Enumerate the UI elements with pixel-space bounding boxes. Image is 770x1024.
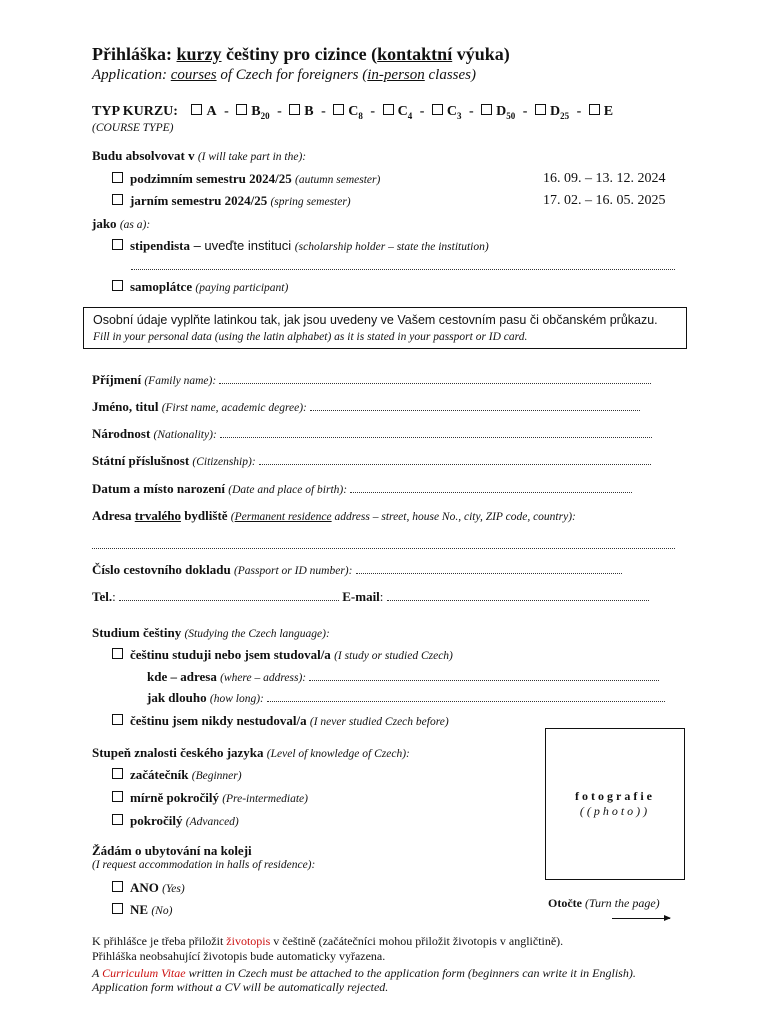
checkbox[interactable] [112, 881, 123, 892]
accommodation-no-option[interactable]: NE (No) [112, 902, 172, 918]
course-type-subscript: 50 [506, 110, 516, 121]
checkbox[interactable] [589, 104, 600, 115]
checkbox[interactable] [112, 814, 123, 825]
form-title: Přihláška: kurzy češtiny pro cizince (kontaktní výuka) [92, 44, 510, 64]
course-type-subscript: 4 [407, 110, 413, 121]
separator: - [220, 104, 233, 119]
institution-field[interactable] [131, 257, 675, 275]
surname-field[interactable]: Příjmení (Family name): [92, 372, 651, 388]
separator: - [317, 104, 330, 119]
attendance-heading: Budu absolvovat v (I will take part in the): [92, 148, 307, 163]
checkbox[interactable] [112, 172, 123, 183]
checkbox[interactable] [112, 239, 123, 250]
study-heading: Studium češtiny (Studying the Czech language): [92, 625, 330, 640]
email-field[interactable] [387, 590, 649, 601]
level-beginner-option[interactable]: začátečník (Beginner) [112, 767, 242, 783]
level-heading: Stupeň znalosti českého jazyka (Level of knowledge of Czech): [92, 745, 410, 760]
course-type-option[interactable] [289, 104, 313, 119]
checkbox[interactable] [112, 903, 123, 914]
first-name-field[interactable]: Jméno, titul (First name, academic degree): [92, 399, 640, 415]
footer-en-line1: A Curriculum Vitae written in Czech must be attached to the application form (beginners can write it in English). [92, 966, 636, 980]
checkbox[interactable] [191, 104, 202, 115]
course-type-letter: C [348, 104, 359, 119]
checkbox[interactable] [432, 104, 443, 115]
paying-option[interactable]: samoplátce (paying participant) [112, 279, 288, 295]
course-type-letter: A [206, 104, 217, 119]
course-type-option[interactable] [432, 104, 462, 119]
birth-field[interactable]: Datum a místo narození (Date and place of birth): [92, 481, 632, 497]
course-type-letter: D [496, 104, 507, 119]
footer-cz-line1: K přihlášce je třeba přiložit životopis v češtině (začátečníci mohou přiložit životopis v angličtině). [92, 934, 564, 948]
separator: - [519, 104, 531, 119]
checkbox[interactable] [112, 714, 123, 725]
tel-field[interactable] [119, 590, 339, 601]
attendance-spring-option[interactable]: jarním semestru 2024/25 (spring semester) [112, 193, 351, 209]
contact-row: Tel.: E-mail: [92, 589, 649, 605]
separator: - [366, 104, 379, 119]
course-type-option[interactable] [333, 104, 363, 119]
study-no-option[interactable]: češtinu jsem nikdy nestudoval/a (I never studied Czech before) [112, 713, 449, 729]
checkbox[interactable] [289, 104, 300, 115]
course-type-option[interactable] [535, 104, 569, 119]
course-type-letter: C [446, 104, 457, 119]
course-type-subscript: 25 [560, 110, 570, 121]
attendance-autumn-option[interactable]: podzimním semestru 2024/25 (autumn semester) [112, 171, 380, 187]
study-how-long-field[interactable]: jak dlouho (how long): [147, 690, 665, 706]
course-type-letter: C [397, 104, 408, 119]
course-type-option[interactable] [383, 104, 413, 119]
form-subtitle: Application: courses of Czech for foreigners (in-person classes) [92, 67, 477, 83]
footer-en-line2: Application form without a CV will be automatically rejected. [92, 980, 389, 994]
separator: - [273, 104, 286, 119]
level-pre-intermediate-option[interactable]: mírně pokročilý (Pre-intermediate) [112, 790, 308, 806]
arrow-right-icon [612, 918, 670, 919]
course-type-row: TYP KURZU: A - $B_{20}$ - B - $C_8 - C_4 - C_3 - D_{50} - D_{25}$ - E [92, 104, 614, 121]
checkbox[interactable] [112, 648, 123, 659]
accommodation-heading: Žádám o ubytování na koleji [92, 843, 252, 858]
course-type-option[interactable] [589, 104, 613, 119]
course-type-options [181, 104, 613, 119]
citizenship-field[interactable]: Státní příslušnost (Citizenship): [92, 453, 651, 469]
spring-dates: 17. 02. – 16. 05. 2025 [543, 193, 666, 208]
checkbox[interactable] [112, 194, 123, 205]
photo-box: fotografie ((photo)) [545, 728, 685, 880]
checkbox[interactable] [112, 280, 123, 291]
separator: - [465, 104, 478, 119]
course-type-letter: B [251, 104, 261, 119]
separator: - [416, 104, 428, 119]
address-field[interactable]: Adresa trvalého bydliště (Permanent residence address – street, house No., city, ZIP code, country): [92, 508, 576, 523]
checkbox[interactable] [112, 768, 123, 779]
accommodation-en: (I request accommodation in halls of residence): [92, 859, 316, 871]
course-type-option[interactable] [481, 104, 515, 119]
scholarship-option[interactable]: stipendista – uveďte instituci (scholarship holder – state the institution) [112, 238, 489, 254]
turn-the-page: Otočte (Turn the page) [548, 896, 660, 910]
course-type-subscript: 3 [457, 110, 462, 121]
study-yes-option[interactable]: češtinu studuji nebo jsem studoval/a (I study or studied Czech) [112, 647, 453, 663]
checkbox[interactable] [535, 104, 546, 115]
checkbox[interactable] [112, 791, 123, 802]
course-type-en: (COURSE TYPE) [92, 122, 174, 134]
course-type-subscript: 20 [260, 110, 270, 121]
autumn-dates: 16. 09. – 13. 12. 2024 [543, 171, 666, 186]
course-type-letter: E [603, 104, 614, 119]
separator: - [573, 104, 585, 119]
study-where-field[interactable]: kde – adresa (where – address): [147, 669, 659, 685]
course-type-letter: D [549, 104, 561, 119]
nationality-field[interactable]: Národnost (Nationality): [92, 426, 652, 442]
accommodation-yes-option[interactable]: ANO (Yes) [112, 880, 185, 896]
latin-alphabet-notice: Osobní údaje vyplňte latinkou tak, jak jsou uvedeny ve Vašem cestovním pasu či občanském průkazu. Fill in your personal data (using the latin alphabet) as it is stated in your passport or ID card. [83, 307, 687, 349]
as-heading: jako (as a): [92, 216, 151, 231]
passport-field[interactable]: Číslo cestovního dokladu (Passport or ID number): [92, 562, 622, 578]
checkbox[interactable] [383, 104, 394, 115]
course-type-subscript: 8 [358, 110, 363, 121]
course-type-letter: B [304, 104, 314, 119]
level-advanced-option[interactable]: pokročilý (Advanced) [112, 813, 239, 829]
checkbox[interactable] [236, 104, 247, 115]
checkbox[interactable] [481, 104, 492, 115]
footer-cz-line2: Přihláška neobsahující životopis bude automaticky vyřazena. [92, 949, 386, 963]
address-line[interactable] [92, 536, 675, 554]
course-type-option[interactable] [191, 104, 216, 119]
course-type-option[interactable] [236, 104, 269, 119]
checkbox[interactable] [333, 104, 344, 115]
